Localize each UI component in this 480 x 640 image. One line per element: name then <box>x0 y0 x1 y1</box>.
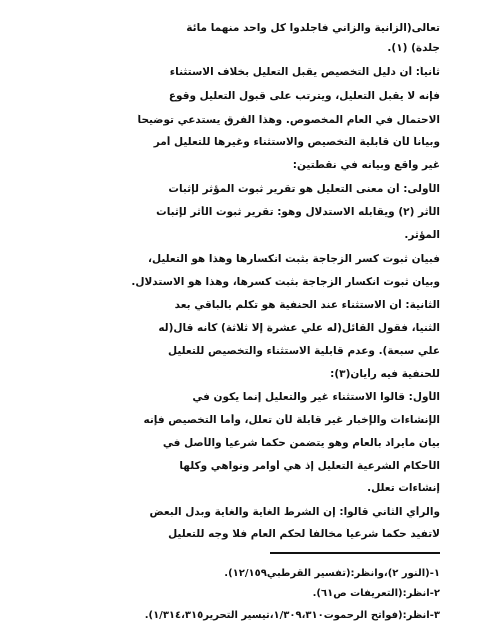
body-line: وبياناً لأن قابلية التخصيص والاستثناء وغيرها للتعليل أمر <box>153 136 440 148</box>
body-line: الأولى: أن معنى التعليل هو تقرير ثبوت المؤثر لإثبات <box>168 183 440 195</box>
body-line: ثانياً: أن دليل التخصيص يقبل التعليل بخلاف الاستثناء <box>169 66 440 78</box>
body-line: وبيان ثبوت انكسار الزجاجة بثبت كسرها، وهذا هو الاستدلال. <box>131 276 440 288</box>
body-line: فبيان ثبوت كسر الزجاجة بثبت انكسارها وهذا هو التعليل، <box>148 253 440 265</box>
body-line: جلدة) (١). <box>387 42 440 54</box>
body-line: الاحتمال في العام المخصوص. وهذا الفرق يستدعي توضيحاً <box>137 114 440 126</box>
body-line: الثانية: أن الاستثناء عند الحنفية هو تكلم بالباقي بعد <box>174 299 440 311</box>
body-line: الأحكام الشرعية التعليل إذ هي أوامر ونواهي وكلها <box>179 460 440 472</box>
footnote: ١-(النور ٢)،وانظر:(تفسير القرطبي١٢/١٥٩). <box>224 568 440 579</box>
body-line: للحنفية فيه رأيان(٣): <box>330 368 440 380</box>
footnote: ٢-انظر:(التعريفات ص٦١). <box>312 588 440 599</box>
body-line: المؤثر. <box>404 229 440 241</box>
body-line: الثنيا، فقول القائل(له علي عشرة إلا ثلاثة) كأنه قال(له <box>158 322 440 334</box>
body-line: غير واقع وبيانه في نقطتين: <box>292 159 440 171</box>
body-line: الأثر (٢) ويقابله الاستدلال وهو: تقرير ثبوت الأثر لإثبات <box>156 206 440 218</box>
body-line: علي سبعة). وعدم قابلية الاستثناء والتخصيص للتعليل <box>167 345 440 357</box>
body-line: لاتفيد حكماً شرعياً مخالفاً لحكم العام فلا وجه للتعليل <box>168 528 440 540</box>
body-line: والرأي الثاني قالوا: إن الشرط الغاية والغاية وبدل البعض <box>149 506 440 518</box>
body-line: الإنشاءات والإخبار غير قابلة لأن تعلل، وأما التخصيص فإنه <box>143 414 440 426</box>
footnote: ٣-انظر:(فواتح الرحموت١/٣٠٩،٣١٠،تيسير التحرير١/٣١٤،٣١٥). <box>144 610 440 621</box>
footnote-separator <box>270 552 440 554</box>
body-line: إنشاءات تعلل. <box>367 482 440 494</box>
body-line: فإنه لا يقبل التعليل، ويترتب على قبول التعليل وقوع <box>168 90 440 102</box>
body-line: تعالى(الزانية والزاني فاجلدوا كل واحد منهما مائة <box>186 22 440 34</box>
body-line: الأول: قالوا الاستثناء غير والتعليل إنما يكون في <box>192 391 440 403</box>
body-line: بيان مايراد بالعام وهو يتضمن حكماً شرعياً والأصل في <box>162 437 440 449</box>
